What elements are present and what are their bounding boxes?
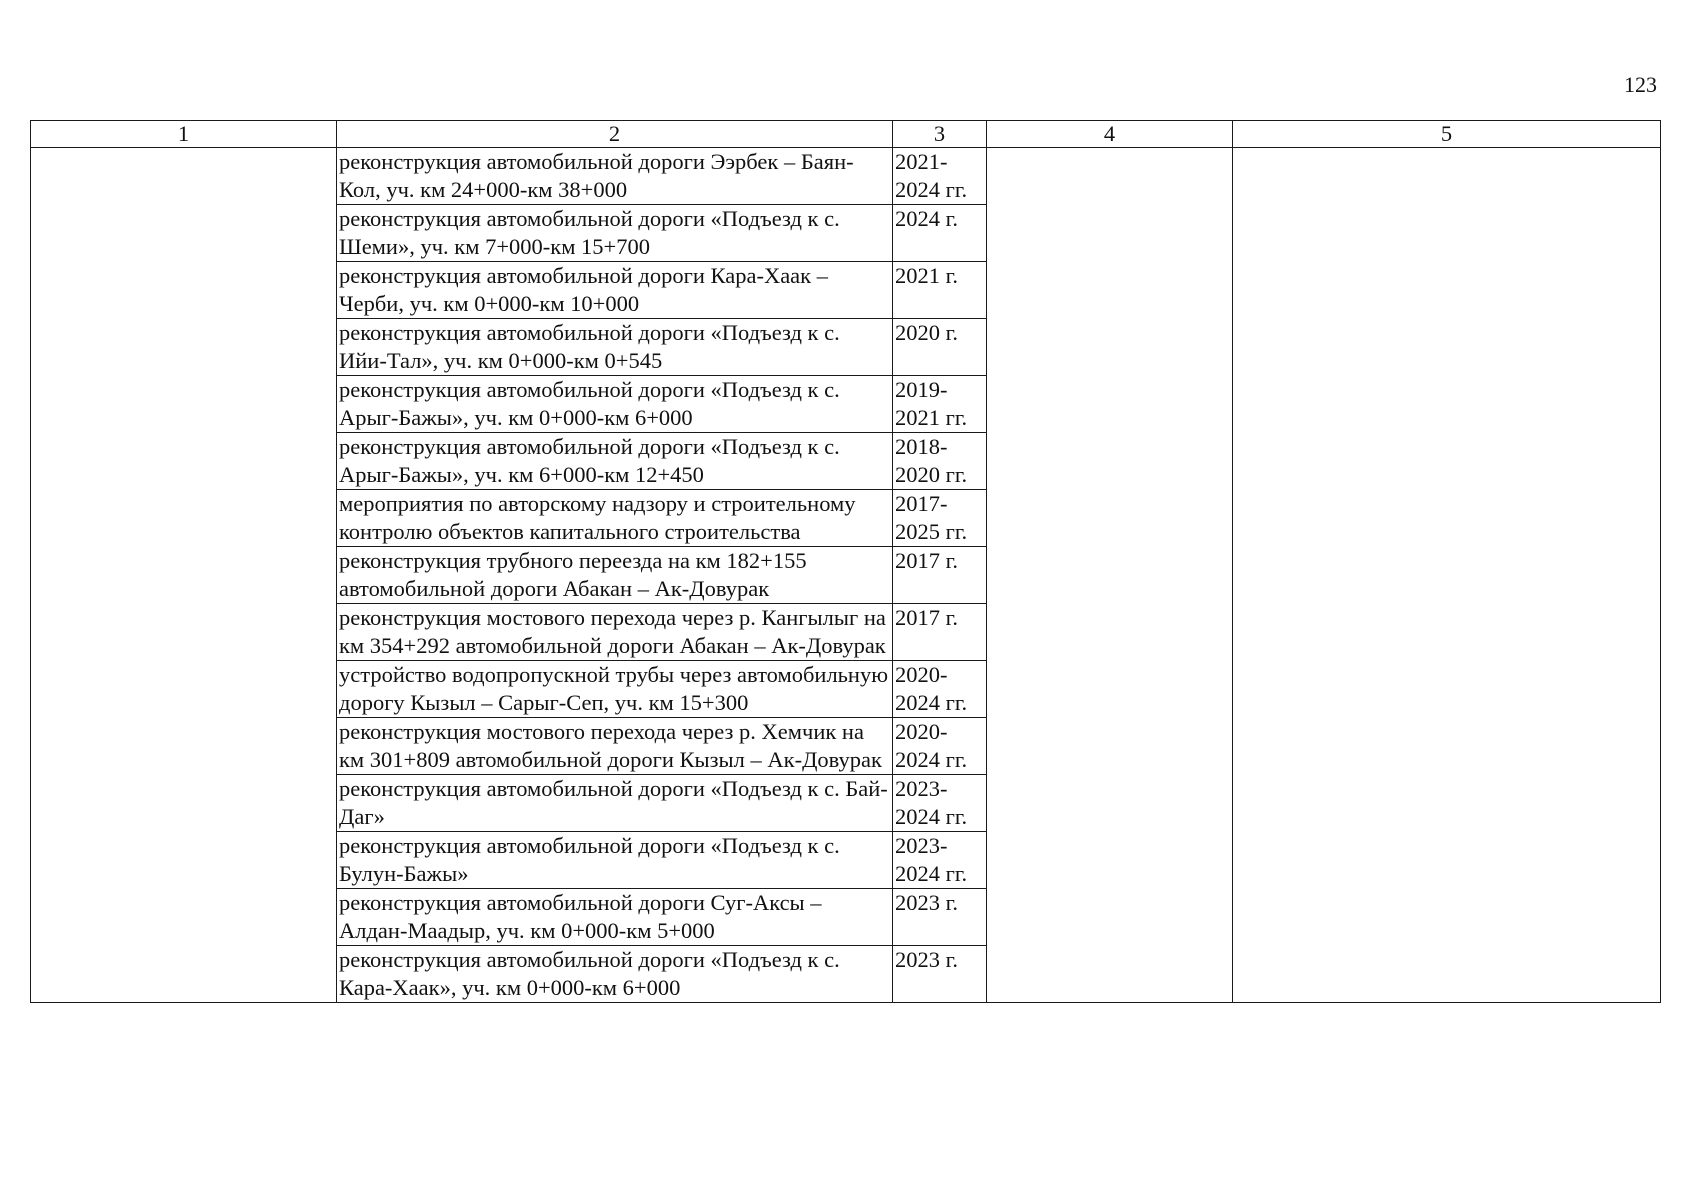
project-description-cell: реконструкция автомобильной дороги «Подъезд к с. Булун-Бажы»	[337, 832, 893, 889]
page-number: 123	[1624, 72, 1657, 97]
project-period-cell: 2021- 2024 гг.	[893, 148, 987, 205]
project-description-cell: реконструкция мостового перехода через р. Хемчик на км 301+809 автомобильной дороги Кызыл – Ак-Довурак	[337, 718, 893, 775]
column-header-1: 1	[31, 121, 337, 148]
project-period-cell: 2023- 2024 гг.	[893, 775, 987, 832]
project-description-cell: реконструкция автомобильной дороги Кара-Хаак – Черби, уч. км 0+000-км 10+000	[337, 262, 893, 319]
project-period-cell: 2020 г.	[893, 319, 987, 376]
project-description-cell: реконструкция автомобильной дороги «Подъезд к с. Арыг-Бажы», уч. км 6+000-км 12+450	[337, 433, 893, 490]
project-description-cell: реконструкция автомобильной дороги «Подъезд к с. Шеми», уч. км 7+000-км 15+700	[337, 205, 893, 262]
project-description-cell: реконструкция автомобильной дороги «Подъезд к с. Кара-Хаак», уч. км 0+000-км 6+000	[337, 946, 893, 1003]
column-5-cell	[1233, 148, 1661, 1003]
project-period-cell: 2023- 2024 гг.	[893, 832, 987, 889]
column-header-2: 2	[337, 121, 893, 148]
project-description-cell: реконструкция мостового перехода через р. Кангылыг на км 354+292 автомобильной дороги Абакан – Ак-Довурак	[337, 604, 893, 661]
project-period-cell: 2019- 2021 гг.	[893, 376, 987, 433]
project-description-cell: реконструкция автомобильной дороги Ээрбек – Баян-Кол, уч. км 24+000-км 38+000	[337, 148, 893, 205]
project-period-cell: 2017- 2025 гг.	[893, 490, 987, 547]
project-period-cell: 2023 г.	[893, 889, 987, 946]
column-header-3: 3	[893, 121, 987, 148]
project-period-cell: 2020- 2024 гг.	[893, 718, 987, 775]
project-period-cell: 2020- 2024 гг.	[893, 661, 987, 718]
project-period-cell: 2021 г.	[893, 262, 987, 319]
table-header	[31, 121, 1661, 148]
column-4-cell	[987, 148, 1233, 1003]
table-body	[31, 148, 1661, 1003]
header-row	[31, 121, 1661, 148]
road-projects-table	[30, 120, 1661, 1003]
project-description-cell: мероприятия по авторскому надзору и строительному контролю объектов капитального строительства	[337, 490, 893, 547]
table-row	[31, 148, 1661, 205]
column-header-4: 4	[987, 121, 1233, 148]
project-period-cell: 2024 г.	[893, 205, 987, 262]
project-period-cell: 2018- 2020 гг.	[893, 433, 987, 490]
column-1-cell	[31, 148, 337, 1003]
project-description-cell: реконструкция трубного переезда на км 182+155 автомобильной дороги Абакан – Ак-Довурак	[337, 547, 893, 604]
project-description-cell: устройство водопропускной трубы через автомобильную дорогу Кызыл – Сарыг-Сеп, уч. км 15+300	[337, 661, 893, 718]
column-header-5: 5	[1233, 121, 1661, 148]
project-period-cell: 2023 г.	[893, 946, 987, 1003]
project-description-cell: реконструкция автомобильной дороги «Подъезд к с. Ийи-Тал», уч. км 0+000-км 0+545	[337, 319, 893, 376]
project-description-cell: реконструкция автомобильной дороги «Подъезд к с. Бай-Даг»	[337, 775, 893, 832]
project-description-cell: реконструкция автомобильной дороги «Подъезд к с. Арыг-Бажы», уч. км 0+000-км 6+000	[337, 376, 893, 433]
project-description-cell: реконструкция автомобильной дороги Суг-Аксы – Алдан-Маадыр, уч. км 0+000-км 5+000	[337, 889, 893, 946]
project-period-cell: 2017 г.	[893, 547, 987, 604]
project-period-cell: 2017 г.	[893, 604, 987, 661]
